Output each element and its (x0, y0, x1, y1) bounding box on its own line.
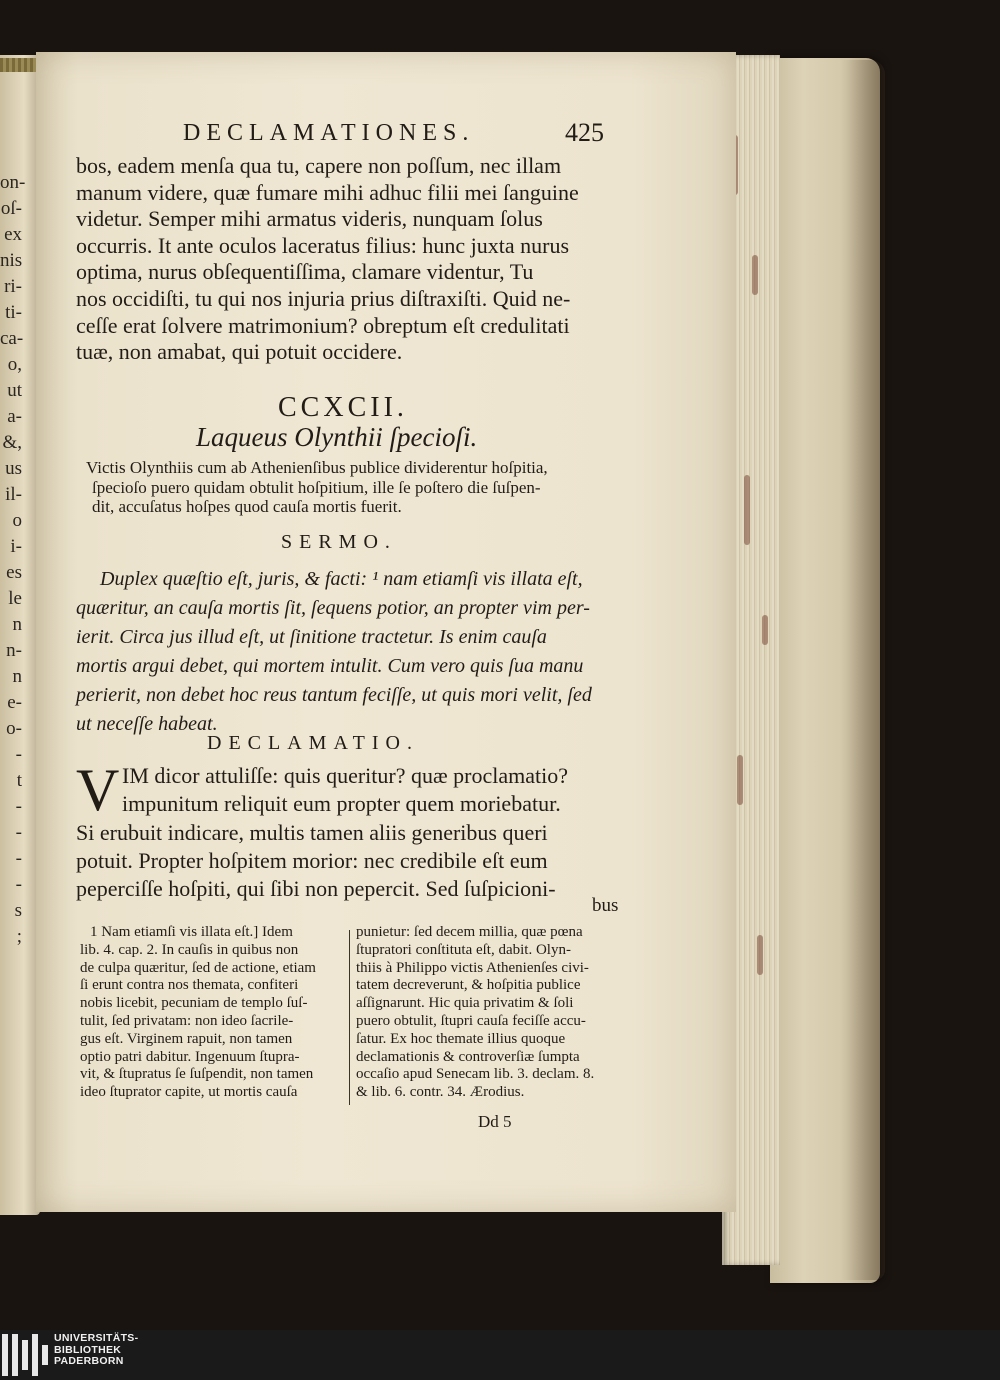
left-fragment: o, (7, 354, 22, 375)
body-line: tuæ, non amabat, qui potuit occidere. (76, 339, 403, 365)
left-fragment: n- (6, 640, 22, 661)
left-fragment: ri- (4, 276, 22, 297)
footnote-line: ſtupratori conſtituta eſt, dabit. Olyn- (356, 941, 571, 958)
sermo-line: quæritur, an cauſa mortis ſit, ſequens potior, an propter vim per- (76, 597, 590, 619)
footnote-line: gus eſt. Virginem rapuit, non tamen (80, 1030, 293, 1047)
footnote-line: puero obtulit, ſtupri cauſa feciſſe accu- (356, 1012, 586, 1029)
library-logo-text (54, 1333, 138, 1368)
footnote-line: & lib. 6. contr. 34. Ærodius. (356, 1084, 525, 1101)
footnote-line: declamationis & controverſiæ ſumpta (356, 1048, 580, 1065)
left-fragment: o (12, 510, 22, 531)
library-name-line: BIBLIOTHEK (54, 1343, 122, 1356)
left-fragment: le (8, 588, 22, 609)
left-fragment: ; (16, 926, 22, 947)
footnotes-right-column (356, 924, 626, 1102)
left-fragment: oſ- (0, 198, 22, 219)
left-binding-thread (0, 58, 38, 72)
sermo-line: ut neceſſe habeat. (76, 713, 218, 735)
left-fragment: n (12, 666, 22, 687)
argument-line: Victis Olynthiis cum ab Athenienſibus publice dividerentur hoſpitia, (86, 458, 548, 477)
left-fragment: - (15, 848, 22, 869)
body-line: ceſſe erat ſolvere matrimonium? obreptum eſt credulitati (76, 312, 570, 338)
footnote-line: aſſignarunt. Hic quia privatim & ſoli (356, 995, 574, 1012)
left-fragment: - (15, 744, 22, 765)
footnote-line: ſi erunt contra nos themata, confiteri (80, 977, 299, 994)
left-fragment: us (5, 458, 22, 479)
footnote-line: ideo ſtuprator capite, ut mortis cauſa (80, 1084, 298, 1101)
body-line: videtur. Semper mihi armatus videris, nunquam ſolus (76, 206, 543, 232)
footnote-line: vit, & ſtupratus ſe ſuſpendit, non tamen (80, 1066, 314, 1083)
footnote-line: punietur: ſed decem millia, quæ pœna (356, 924, 583, 940)
body-line: manum videre, quæ fumare mihi adhuc filii mei ſanguine (76, 179, 579, 205)
left-fragment: - (15, 874, 22, 895)
declamatio-text (76, 757, 624, 903)
library-logo-icon (0, 1334, 48, 1376)
footnote-line: lib. 4. cap. 2. In cauſis in quibus non (80, 941, 299, 958)
left-fragment: - (15, 796, 22, 817)
sermo-line: Duplex quæſtio eſt, juris, & facti: ¹ nam etiamſi vis illata eſt, (100, 568, 583, 590)
left-fragment: o- (6, 718, 22, 739)
left-fragment: il- (5, 484, 22, 505)
declamatio-heading: DECLAMATIO. (207, 732, 419, 754)
body-line: occurris. It ante oculos laceratus filius: hunc juxta nurus (76, 232, 570, 258)
left-page-text-fragments (0, 170, 26, 950)
catchword: bus (592, 895, 619, 916)
footnote-line: de culpa quæritur, ſed de actione, etiam (80, 959, 316, 976)
left-fragment: n (12, 614, 22, 635)
footnotes-left-column (80, 924, 345, 1102)
declamatio-line: Si erubuit indicare, multis tamen aliis generibus queri (76, 819, 548, 845)
section-argument (86, 458, 621, 517)
left-fragment: ti- (5, 302, 22, 323)
body-text (76, 153, 621, 366)
sermo-line: mortis argui debet, qui mortem intulit. Cum vero quis ſua manu (76, 655, 584, 677)
footnote-line: nobis licebit, pecuniam de templo ſuſ- (80, 995, 308, 1012)
left-fragment: s (14, 900, 22, 921)
page-number: 425 (565, 118, 604, 147)
declamatio-line: impunitum reliquit eum propter quem moriebatur. (122, 791, 561, 817)
footnote-line: occaſio apud Senecam lib. 3. declam. 8. (356, 1066, 595, 1083)
argument-line: dit, accuſatus hoſpes quod cauſa mortis fuerit. (92, 497, 402, 516)
argument-line: ſpecioſo puero quidam obtulit hoſpitium, ille ſe poſtero die ſuſpen- (92, 477, 541, 497)
signature-mark: Dd 5 (478, 1112, 512, 1131)
footnote-column-rule (349, 930, 350, 1105)
running-title: DECLAMATIONES. (183, 120, 475, 146)
footnote-line: thiis à Philippo victis Athenienſes civi- (356, 959, 589, 976)
section-title: Laqueus Olynthii ſpecioſi. (196, 422, 478, 452)
left-fragment: nis (0, 250, 23, 271)
sermo-text (76, 565, 624, 739)
footnote-line: optio patri dabitur. Ingenuum ſtupra- (80, 1048, 300, 1065)
left-fragment: &, (2, 432, 22, 453)
left-fragment: e- (7, 692, 22, 713)
left-fragment: on- (0, 172, 26, 193)
declamatio-line: potuit. Propter hoſpitem morior: nec credibile eſt eum (76, 847, 548, 873)
sermo-line: perierit, non debet hoc reus tantum feciſſe, ut quis mori velit, ſed (76, 684, 592, 706)
library-name-line: UNIVERSITÄTS- (54, 1332, 139, 1344)
left-fragment: es (6, 562, 22, 583)
left-fragment: i- (10, 536, 22, 557)
body-line: bos, eadem menſa qua tu, capere non poſſum, nec illam (76, 153, 562, 178)
left-fragment: ut (7, 380, 22, 401)
left-fragment: t (16, 770, 22, 791)
left-fragment: a- (7, 406, 22, 427)
cover-shadow (840, 60, 885, 1280)
body-line: nos occidiſti, tu qui nos injuria prius diſtraxiſti. Quid ne- (76, 285, 571, 311)
left-fragment: ca- (0, 328, 24, 349)
sermo-heading: SERMO. (281, 531, 397, 553)
left-fragment: - (15, 822, 22, 843)
footnote-line: tatem decreverunt, & hoſpitia publice (356, 977, 581, 994)
footnote-line: 1 Nam etiamſi vis illata eſt.] Idem (90, 924, 293, 940)
library-name-line: PADERBORN (54, 1355, 124, 1367)
section-number: CCXCII. (278, 392, 408, 423)
body-line: optima, nurus obſequentiſſima, clamare videntur, Tu (76, 259, 534, 285)
library-footer (0, 1330, 1000, 1380)
declamatio-line: peperciſſe hoſpiti, qui ſibi non pepercit. Sed ſuſpicioni- (76, 876, 556, 902)
drop-capital: V (76, 757, 120, 823)
footnote-line: ſatur. Ex hoc themate illius quoque (356, 1030, 566, 1047)
sermo-line: ierit. Circa jus illud eſt, ut ſinitione tractetur. Is enim cauſa (76, 626, 547, 648)
declamatio-line: IM dicor attuliſſe: quis queritur? quæ proclamatio? (122, 763, 568, 788)
left-fragment: ex (4, 224, 22, 245)
footnote-line: tulit, ſed privatam: non ideo ſacrile- (80, 1012, 294, 1029)
